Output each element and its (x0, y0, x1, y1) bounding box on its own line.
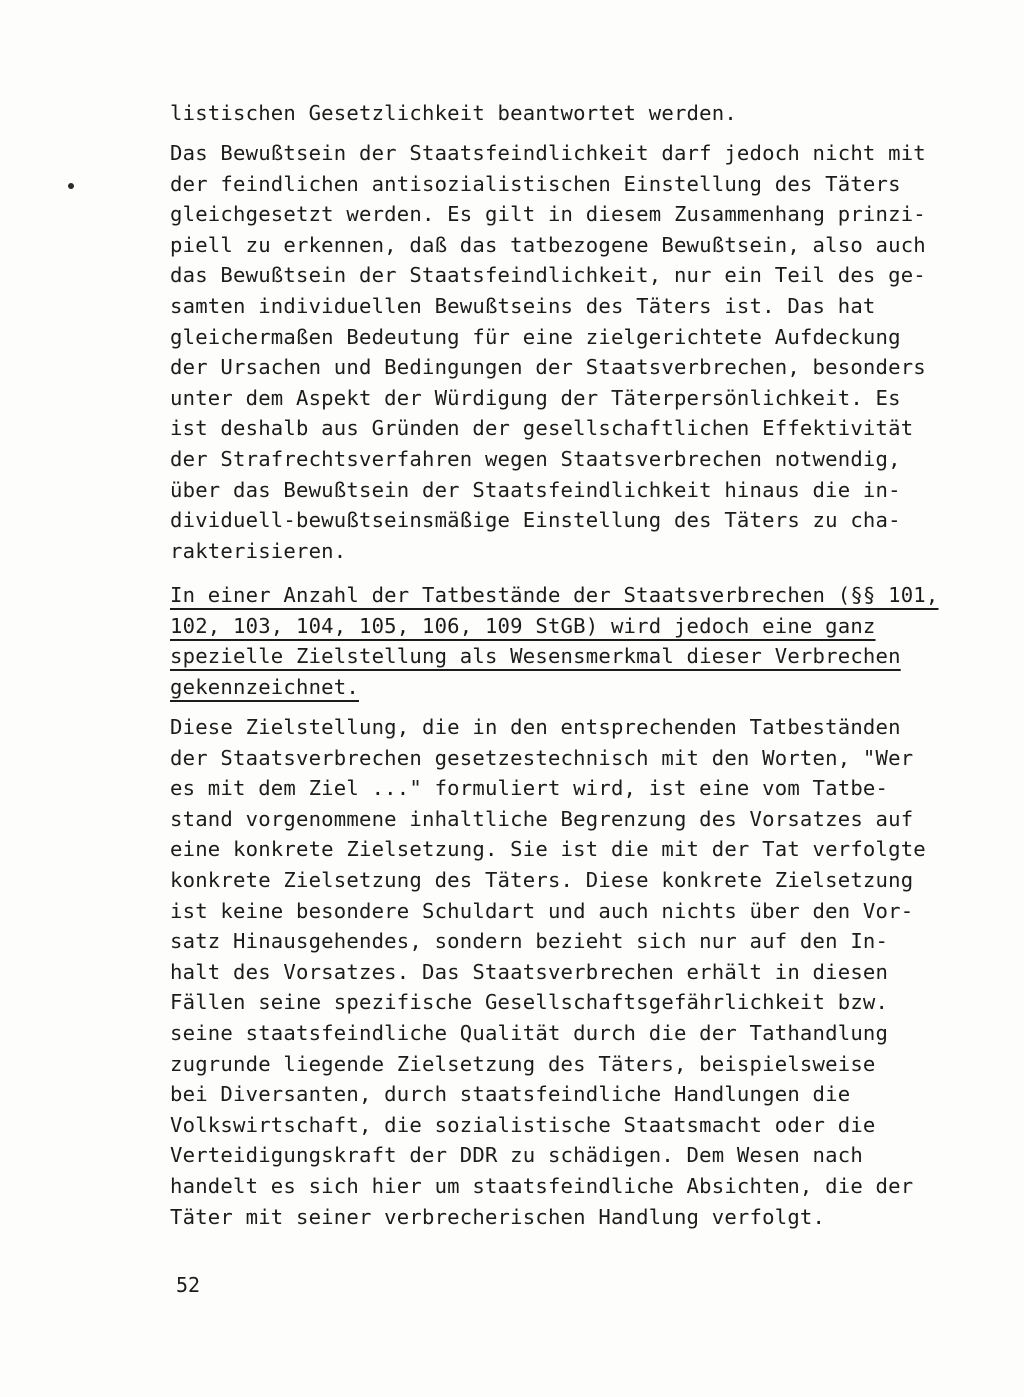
text-line: konkrete Zielsetzung des Täters. Diese konkrete Zielsetzung (170, 867, 914, 892)
text-line: zugrunde liegende Zielsetzung des Täters, beispielsweise (170, 1051, 876, 1076)
text-line: gleichermaßen Bedeutung für eine zielgerichtete Aufdeckung (170, 324, 901, 349)
text-line: 102, 103, 104, 105, 106, 109 StGB) wird jedoch eine ganz (170, 613, 876, 638)
text-line: ist keine besondere Schuldart und auch nichts über den Vor- (170, 898, 914, 923)
text-line: spezielle Zielstellung als Wesensmerkmal dieser Verbrechen (170, 644, 901, 669)
text-line: rakterisieren. (170, 538, 347, 563)
text-line: der Strafrechtsverfahren wegen Staatsverbrechen notwendig, (170, 446, 901, 471)
text-line: piell zu erkennen, daß das tatbezogene Bewußtsein, also auch (170, 232, 926, 257)
paragraph-consciousness (170, 138, 950, 566)
text-line: listischen Gesetzlichkeit beantwortet werden. (170, 101, 737, 125)
text-line: der feindlichen antisozialistischen Einstellung des Täters (170, 171, 901, 196)
text-line: es mit dem Ziel ..." formuliert wird, ist eine vom Tatbe- (170, 776, 889, 801)
text-line: bei Diversanten, durch staatsfeindliche Handlungen die (170, 1082, 851, 1107)
text-line: In einer Anzahl der Tatbestände der Staatsverbrechen (§§ 101, (170, 583, 939, 607)
text-line: Verteidigungskraft der DDR zu schädigen. Dem Wesen nach (170, 1143, 863, 1168)
text-line: Diese Zielstellung, die in den entsprechenden Tatbeständen (170, 715, 901, 739)
text-line: satz Hinausgehendes, sondern bezieht sich nur auf den In- (170, 929, 889, 954)
paragraph-underlined-statement (170, 580, 950, 702)
text-line: eine konkrete Zielsetzung. Sie ist die mit der Tat verfolgte (170, 837, 926, 862)
text-line: gekennzeichnet. (170, 674, 359, 699)
text-line: Volkswirtschaft, die sozialistische Staatsmacht oder die (170, 1112, 876, 1137)
text-line: Das Bewußtsein der Staatsfeindlichkeit darf jedoch nicht mit (170, 141, 926, 165)
text-line: gleichgesetzt werden. Es gilt in diesem Zusammenhang prinzi- (170, 202, 926, 227)
text-line: seine staatsfeindliche Qualität durch die der Tathandlung (170, 1020, 889, 1045)
text-line: Fällen seine spezifische Gesellschaftsgefährlichkeit bzw. (170, 990, 889, 1015)
text-line: halt des Vorsatzes. Das Staatsverbrechen erhält in diesen (170, 959, 889, 984)
text-line: der Ursachen und Bedingungen der Staatsverbrechen, besonders (170, 355, 926, 380)
paragraph-continuation (170, 98, 950, 129)
margin-mark (68, 183, 74, 189)
text-line: dividuell-bewußtseinsmäßige Einstellung des Täters zu cha- (170, 508, 901, 533)
text-line: unter dem Aspekt der Würdigung der Täterpersönlichkeit. Es (170, 385, 901, 410)
text-line: handelt es sich hier um staatsfeindliche Absichten, die der (170, 1173, 914, 1198)
page-number: 52 (176, 1273, 201, 1297)
text-line: samten individuellen Bewußtseins des Täters ist. Das hat (170, 293, 876, 318)
text-line: das Bewußtsein der Staatsfeindlichkeit, nur ein Teil des ge- (170, 263, 926, 288)
text-line: der Staatsverbrechen gesetzestechnisch mit den Worten, "Wer (170, 745, 914, 770)
paragraph-objective (170, 712, 950, 1232)
text-line: über das Bewußtsein der Staatsfeindlichkeit hinaus die in- (170, 477, 901, 502)
text-line: Täter mit seiner verbrecherischen Handlung verfolgt. (170, 1204, 826, 1229)
text-line: ist deshalb aus Gründen der gesellschaftlichen Effektivität (170, 416, 914, 441)
text-line: stand vorgenommene inhaltliche Begrenzung des Vorsatzes auf (170, 806, 914, 831)
